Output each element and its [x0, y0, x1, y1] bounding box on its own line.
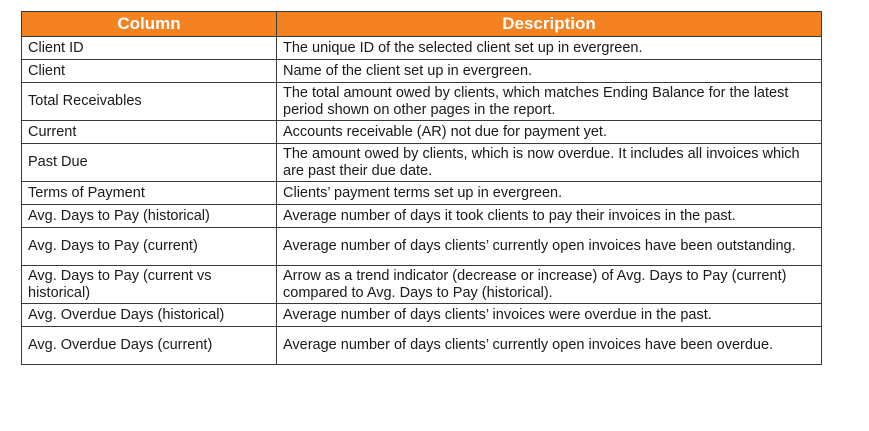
column-description-table-container: [21, 11, 821, 365]
description-cell: The unique ID of the selected client set up in evergreen.: [277, 37, 822, 60]
description-cell: Arrow as a trend indicator (decrease or increase) of Avg. Days to Pay (current) compared to Avg. Days to Pay (historical).: [277, 266, 822, 304]
description-cell: Clients’ payment terms set up in evergreen.: [277, 182, 822, 205]
table-row: [22, 228, 822, 266]
description-cell: Average number of days clients’ currently open invoices have been overdue.: [277, 327, 822, 365]
column-name-cell: Total Receivables: [22, 83, 277, 121]
table-header-row: [22, 12, 822, 37]
table-row: [22, 83, 822, 121]
table-row: [22, 37, 822, 60]
table-row: [22, 266, 822, 304]
description-cell: Average number of days it took clients to pay their invoices in the past.: [277, 205, 822, 228]
description-cell: The total amount owed by clients, which matches Ending Balance for the latest period shown on other pages in the report.: [277, 83, 822, 121]
description-cell: The amount owed by clients, which is now overdue. It includes all invoices which are past their due date.: [277, 144, 822, 182]
column-description-table: [21, 11, 822, 365]
header-column: Column: [22, 12, 277, 37]
table-row: [22, 327, 822, 365]
table-row: [22, 60, 822, 83]
column-name-cell: Avg. Days to Pay (current vs historical): [22, 266, 277, 304]
column-name-cell: Avg. Days to Pay (historical): [22, 205, 277, 228]
table-row: [22, 182, 822, 205]
description-cell: Name of the client set up in evergreen.: [277, 60, 822, 83]
column-name-cell: Avg. Days to Pay (current): [22, 228, 277, 266]
table-row: [22, 144, 822, 182]
description-cell: Accounts receivable (AR) not due for payment yet.: [277, 121, 822, 144]
column-name-cell: Past Due: [22, 144, 277, 182]
column-name-cell: Avg. Overdue Days (historical): [22, 304, 277, 327]
column-name-cell: Terms of Payment: [22, 182, 277, 205]
column-name-cell: Current: [22, 121, 277, 144]
header-description: Description: [277, 12, 822, 37]
column-name-cell: Client ID: [22, 37, 277, 60]
description-cell: Average number of days clients’ invoices were overdue in the past.: [277, 304, 822, 327]
description-cell: Average number of days clients’ currently open invoices have been outstanding.: [277, 228, 822, 266]
table-row: [22, 205, 822, 228]
column-name-cell: Client: [22, 60, 277, 83]
table-row: [22, 121, 822, 144]
column-name-cell: Avg. Overdue Days (current): [22, 327, 277, 365]
table-row: [22, 304, 822, 327]
